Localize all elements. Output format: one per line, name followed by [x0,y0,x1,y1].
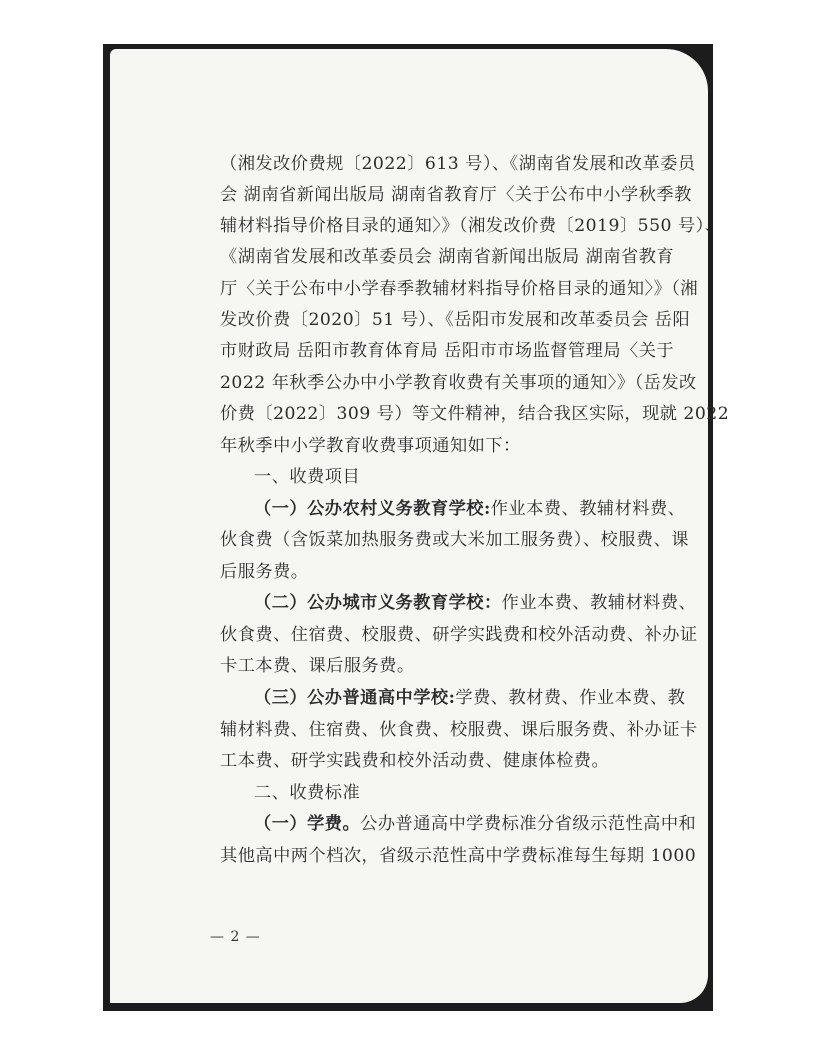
text-line: 《湖南省发展和改革委员会 湖南省新闻出版局 湖南省教育 [220,247,675,267]
item-public-high-school [254,690,685,707]
item-label: （一）学费。 [254,814,361,834]
item-text: 学费、教材费、作业本费、教 [455,688,686,708]
text-line: 伙食费、住宿费、校服费、研学实践费和校外活动费、补办证 [220,625,698,645]
text-line: 价费〔2022〕309 号）等文件精神，结合我区实际，现就 2022 [220,404,730,424]
text-line: 后服务费。 [220,562,309,582]
text-line: 发改价费〔2020〕51 号）、《岳阳市发展和改革委员会 岳阳 [220,310,691,330]
text-line: 辅材料费、住宿费、伙食费、校服费、课后服务费、补办证卡 [220,720,698,740]
text-line: 厅〈关于公布中小学春季教辅材料指导价格目录的通知〉》（湘 [220,279,699,299]
item-urban-compulsory [254,595,696,612]
text-line: 市财政局 岳阳市教育体育局 岳阳市市场监督管理局〈关于 [220,341,675,361]
item-text: 公办普通高中学费标准分省级示范性高中和 [360,814,697,834]
page-number: — 2 — [210,929,261,945]
text-line: 卡工本费、课后服务费。 [220,656,415,676]
item-tuition [254,816,696,833]
scan-frame [103,44,730,1011]
item-text: 作业本费、教辅材料费、 [490,499,686,519]
item-label: （三）公办普通高中学校: [254,688,456,708]
text-line: 2022 年秋季公办中小学教育收费有关事项的通知〉》（岳发改 [220,373,697,393]
document-page [110,49,730,1003]
text-line: 会 湖南省新闻出版局 湖南省教育厅〈关于公布中小学秋季教 [220,185,692,205]
item-rural-compulsory [254,501,685,518]
text-line: （湘发改价费规〔2022〕613 号）、《湖南省发展和改革委员 [220,154,696,174]
item-label: （一）公办农村义务教育学校: [254,499,491,519]
section-heading-fee-items: 一、收费项目 [254,467,361,487]
text-line: 其他高中两个档次，省级示范性高中学费标准每生每期 1000 [220,846,697,866]
text-line: 工本费、研学实践费和校外活动费、健康体检费。 [220,751,610,771]
text-line: 伙食费（含饭菜加热服务费或大米加工服务费）、校服费、课 [220,530,689,550]
section-heading-fee-standards: 二、收费标准 [254,783,361,803]
item-text: 作业本费、教辅材料费、 [501,593,697,613]
text-line: 年秋季中小学教育收费事项通知如下： [220,436,521,456]
text-line: 辅材料指导价格目录的通知〉》（湘发改价费〔2019〕550 号）、 [220,216,723,236]
item-label: （二）公办城市义务教育学校： [254,593,502,613]
